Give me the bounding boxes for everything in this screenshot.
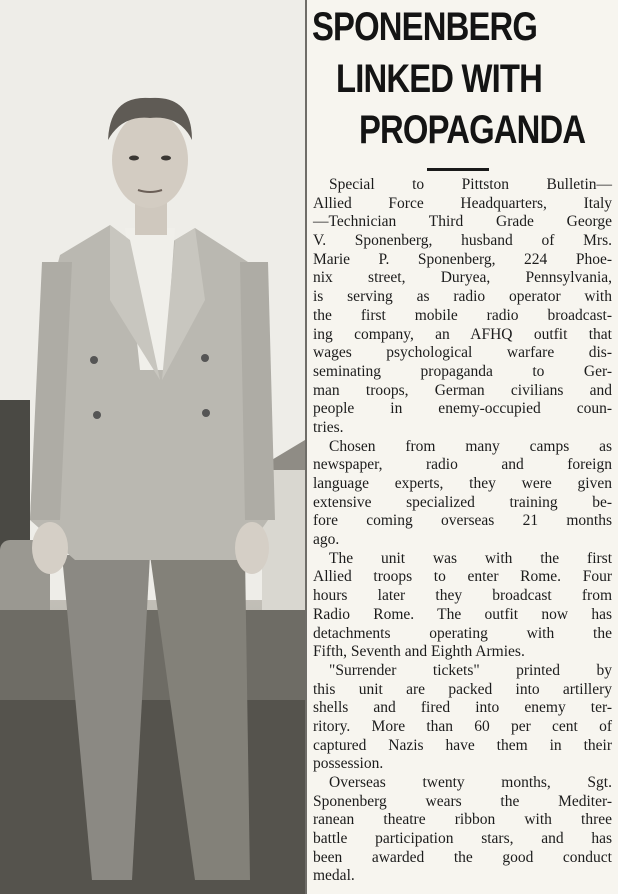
article-line: extensive specialized training be- [313,493,612,511]
headline-rule [427,168,489,171]
article-line: tries. [313,418,344,436]
article-line: Sponenberg wears the Mediter- [313,792,612,810]
article-line: —Technician Third Grade George [313,213,612,231]
article-line: language experts, they were given [313,475,612,492]
article-line: Marie P. Sponenberg, 224 Phoe- [313,250,612,268]
article-line: nix street, Duryea, Pennsylvania, [313,269,612,287]
article-line: ritory. More than 60 per cent of [313,717,612,735]
article-line: hours later they broadcast from [313,587,612,605]
article-line: captured Nazis have them in their [313,736,612,754]
article-line: this unit are packed into artillery [313,680,612,698]
article-line: possession. [313,755,384,773]
article-line: "Surrender tickets" printed by [329,661,612,679]
article-line: ing company, an AFHQ outfit that [313,325,612,343]
portrait-photo [0,0,305,894]
article-body [313,176,612,886]
article-line: Allied Force Headquarters, Italy [313,194,612,212]
article-line: Chosen from many camps as [329,437,612,455]
article-line: is serving as radio operator with [313,288,612,306]
article-line: people in enemy-occupied coun- [313,400,612,418]
article-line: shells and fired into enemy ter- [313,699,612,717]
headline-line-1: SPONENBERG [312,5,538,49]
article-line: man troops, German civilians and [313,381,612,399]
article-line: Special to Pittston Bulletin— [329,176,612,193]
article-line: newspaper, radio and foreign [313,456,612,474]
article-line: medal. [313,867,355,885]
photo-illustration [0,0,305,894]
face [112,112,188,208]
article-line: Allied troops to enter Rome. Four [313,568,612,586]
article-line: seminating propaganda to Ger- [313,362,612,380]
article-line: battle participation stars, and has [313,830,612,848]
newspaper-clipping [307,0,618,894]
article-line: been awarded the good conduct [313,848,612,866]
article-line: ranean theatre ribbon with three [313,811,612,829]
headline-line-3: PROPAGANDA [359,108,586,152]
article-line: wages psychological warfare dis- [313,344,612,362]
article-line: V. Sponenberg, husband of Mrs. [313,232,612,250]
article-line: ago. [313,531,340,549]
article-line: Radio Rome. The outfit now has [313,605,612,623]
article-line: fore coming overseas 21 months [313,512,612,530]
article-line: detachments operating with the [313,624,612,642]
headline-line-2: LINKED WITH [336,57,542,101]
article-line: Fifth, Seventh and Eighth Armies. [313,643,525,661]
article-line: The unit was with the first [329,549,612,567]
article-line: the first mobile radio broadcast- [313,306,612,324]
article-line: Overseas twenty months, Sgt. [329,774,612,791]
